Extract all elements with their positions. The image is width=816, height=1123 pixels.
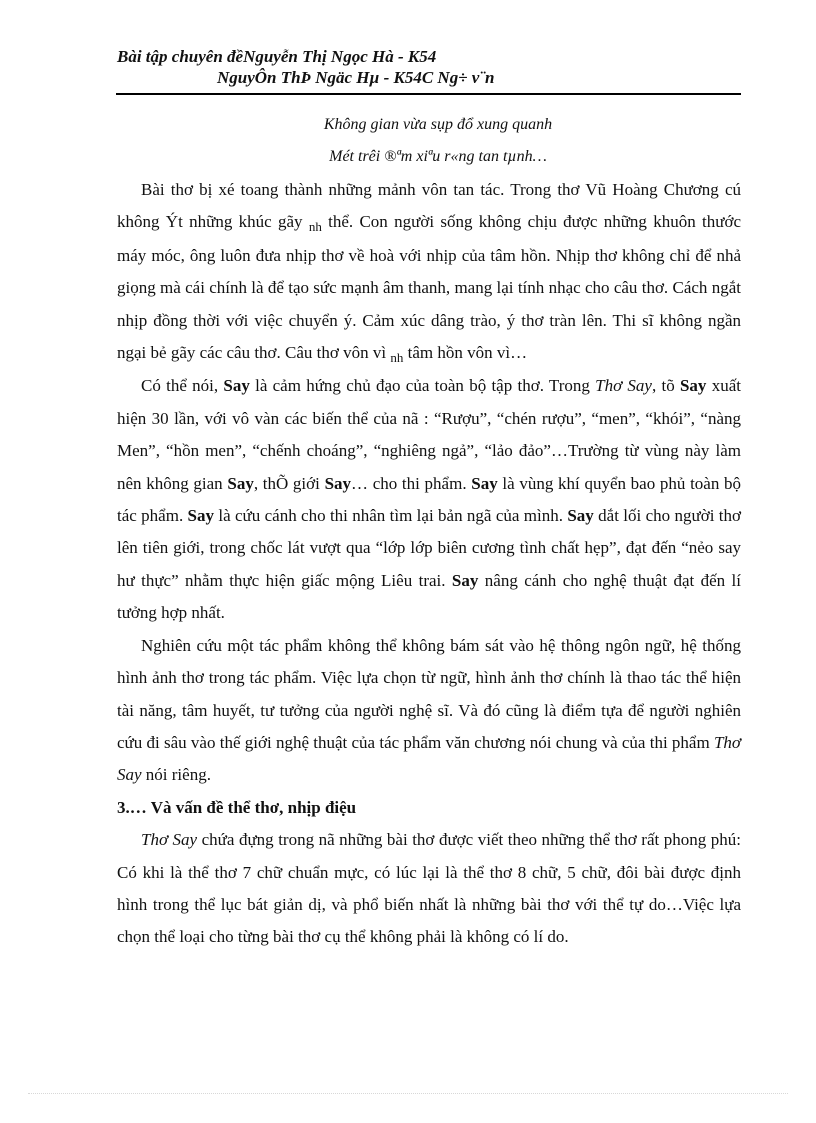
say-term: Say: [223, 376, 250, 396]
book-title: Thơ Say: [141, 830, 198, 850]
para2-text-3: , tõ: [651, 376, 680, 396]
book-title: Thơ Say: [595, 376, 652, 396]
para2-text-4: xuất hiện 30 lần, với vô vàn các biến thể của nã : “Rượu”, “chén rượu”, “men”, “khói”, “nàng Men”, “hồn men”, “chếnh choáng”, “nghiêng ngả”, “lảo đảo”…Trường từ vùng này làm nên không gian: [117, 376, 741, 493]
para3-text-b: nói riêng.: [141, 765, 211, 785]
para1-subscript-1: nh: [308, 219, 322, 235]
para2-text-10: nâng cánh cho nghệ thuật đạt đến lí tưởng hợp nhất.: [117, 570, 742, 623]
paragraph-2: [117, 370, 741, 629]
paragraph-4: [117, 824, 741, 954]
header-line-1: Bài tập chuyên đềNguyễn Thị Ngọc Hà - K54: [117, 47, 437, 66]
header-rule: [116, 93, 741, 95]
say-term: Say: [227, 473, 254, 493]
section-heading: 3.… Và vấn đề thể thơ, nhịp điệu: [117, 797, 357, 817]
para2-text-8: là cứu cánh cho thi nhân tìm lại bản ngã của mình.: [214, 506, 568, 526]
body-text: [117, 174, 741, 954]
verse-line-1: Không gian vừa sụp đổ xung quanh: [323, 116, 553, 133]
say-term: Say: [187, 506, 215, 526]
para2-text-6: … cho thi phẩm.: [351, 473, 472, 493]
para4-text-a: chứa đựng trong nã những bài thơ được viết theo những thể thơ rất phong phú: Có khi là thể thơ 7 chữ chuẩn mực, có lúc lại là thể thơ 8 chữ, 5 chữ, đôi bài được định hình trong thể lục bát giản dị, và phổ biến nhất là những bài thơ với thể tự do…Việc lựa chọn thể loại cho từng bài thơ cụ thể không phải là không có lí do.: [117, 830, 741, 947]
say-term: Say: [451, 570, 479, 590]
footer-divider: [28, 1093, 788, 1094]
say-term: Say: [567, 506, 594, 526]
book-title: Thơ Say: [117, 732, 741, 785]
say-term: Say: [679, 376, 707, 396]
para3-text-a: Nghiên cứu một tác phẩm không thể không bám sát vào hệ thông ngôn ngữ, hệ thống hình ảnh thơ trong tác phẩm. Việc lựa chọn từ ngữ, hình ảnh thơ chính là thao tác thể hiện tài năng, tâm huyết, tư tưởng của người nghệ sĩ. Và đó cũng là điểm tựa để người nghiên cứu đi sâu vào thế giới nghệ thuật của tác phẩm văn chương nói chung và của thi phẩm: [117, 635, 741, 752]
para2-text-7: là vùng khí quyển bao phủ toàn bộ tác phẩm.: [117, 473, 742, 526]
paragraph-1: [117, 174, 741, 370]
para2-text-2: là cảm hứng chủ đạo của toàn bộ tập thơ. Trong: [249, 376, 596, 396]
say-term: Say: [471, 473, 498, 493]
paragraph-3: [117, 630, 741, 792]
para1-text-c: tâm hồn vôn vì…: [403, 343, 528, 363]
para1-text-b: thể. Con người sống không chịu được những khuôn thước máy móc, ông luôn đưa nhịp thơ về hoà với nhịp của tâm hồn. Nhịp thơ không chỉ để nhả giọng mà cái chính là để tạo sức mạnh âm thanh, mang lại tính nhạc cho câu thơ. Cách ngắt nhịp đồng thời với việc chuyển ý. Cảm xúc dâng trào, ý thơ tràn lên. Thi sĩ không ngần ngại bẻ gãy các câu thơ. Câu thơ vôn vì: [117, 212, 741, 363]
para2-text-1: Có thể nói,: [141, 376, 224, 396]
say-term: Say: [324, 473, 352, 493]
para2-text-9: dắt lối cho người thơ lên tiên giới, trong chốc lát vượt qua “lớp lớp biên cương tình chất hẹp”, đạt đến “nẻo say hư thực” nhằm thực hiện giấc mộng Liêu trai.: [117, 506, 741, 590]
para2-text-5: , thÕ giới: [253, 473, 325, 493]
header-line-2: NguyÔn ThÞ Ngäc Hµ - K54C Ng÷ v¨n: [217, 68, 495, 87]
verse-line-2: Mét trêi ®ªm xiªu r«ng tan tµnh…: [329, 148, 547, 165]
para1-subscript-2: nh: [390, 350, 404, 366]
para1-text-a: Bài thơ bị xé toang thành những mảnh vôn tan tác. Trong thơ Vũ Hoàng Chương cú không Ýt những khúc gãy: [117, 180, 741, 232]
page-header: [117, 46, 741, 88]
